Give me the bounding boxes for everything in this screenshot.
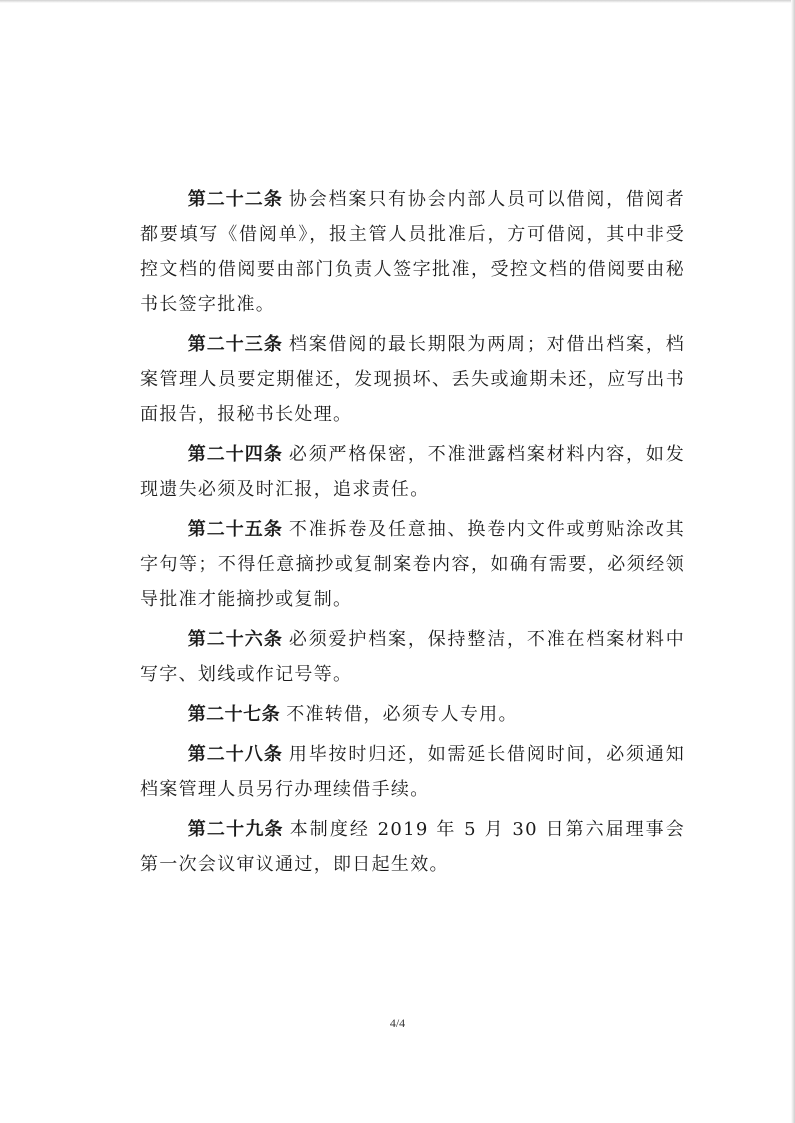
article-text: 协会档案只有协会内部人员可以借阅，借阅者都要填写《借阅单》，报主管人员批准后，方可借阅，其中非受控文档的借阅要由部门负责人签字批准，受控文档的借阅要由秘书长签字批准。 [140,189,686,315]
article-title: 第二十六条 [187,629,283,650]
article-25 [140,512,685,617]
scan-edge-right [791,0,795,1123]
article-text: 用毕按时归还，如需延长借阅时间，必须通知档案管理人员另行办理续借手续。 [140,744,686,800]
article-title: 第二十五条 [187,519,283,540]
article-text: 本制度经 2019 年 5 月 30 日第六届理事会第一次会议审议通过，即日起生效。 [140,819,685,875]
article-23 [140,327,685,432]
article-text: 不准转借，必须专人专用。 [286,704,518,725]
article-22 [140,182,685,322]
article-text: 档案借阅的最长期限为两周；对借出档案，档案管理人员要定期催还，发现损坏、丢失或逾期未还，应写出书面报告，报秘书长处理。 [140,334,686,425]
page-number: 4/4 [389,1016,406,1030]
article-26 [140,622,685,692]
article-title: 第二十九条 [187,819,284,840]
scan-edge-top [0,0,795,3]
article-text: 不准拆卷及任意抽、换卷内文件或剪贴涂改其字句等；不得任意摘抄或复制案卷内容，如确有需要，必须经领导批准才能摘抄或复制。 [140,519,686,610]
article-title: 第二十二条 [187,189,283,210]
article-text: 必须爱护档案，保持整洁，不准在档案材料中写字、划线或作记号等。 [140,629,686,685]
document-body [140,182,685,887]
article-text: 必须严格保密，不准泄露档案材料内容，如发现遗失必须及时汇报，追求责任。 [140,444,686,500]
article-28 [140,737,685,807]
article-title: 第二十三条 [187,334,283,355]
article-29 [140,812,685,882]
article-24 [140,437,685,507]
article-title: 第二十七条 [187,704,281,725]
article-27 [140,697,685,732]
article-title: 第二十八条 [187,744,283,765]
article-title: 第二十四条 [187,444,283,465]
